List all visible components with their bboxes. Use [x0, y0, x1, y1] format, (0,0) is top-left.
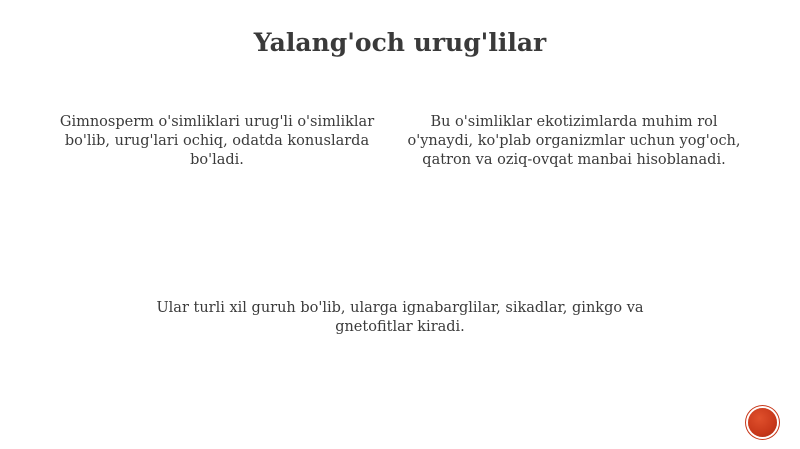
- next-slide-button-icon[interactable]: [748, 408, 777, 437]
- paragraph-left: Gimnosperm o'simliklari urug'li o'simliklar bo'lib, urug'lari ochiq, odatda konuslarda bo'ladi.: [59, 114, 375, 168]
- slide-title: Yalang'och urug'lilar: [253, 28, 547, 57]
- paragraph-bottom: Ular turli xil guruh bo'lib, ularga ignabarglilar, sikadlar, ginkgo va gnetofitlar kiradi.: [156, 300, 644, 335]
- paragraph-right: Bu o'simliklar ekotizimlarda muhim rol o'ynaydi, ko'plab organizmlar uchun yog'och, qatron va oziq-ovqat manbai hisoblanadi.: [407, 114, 741, 168]
